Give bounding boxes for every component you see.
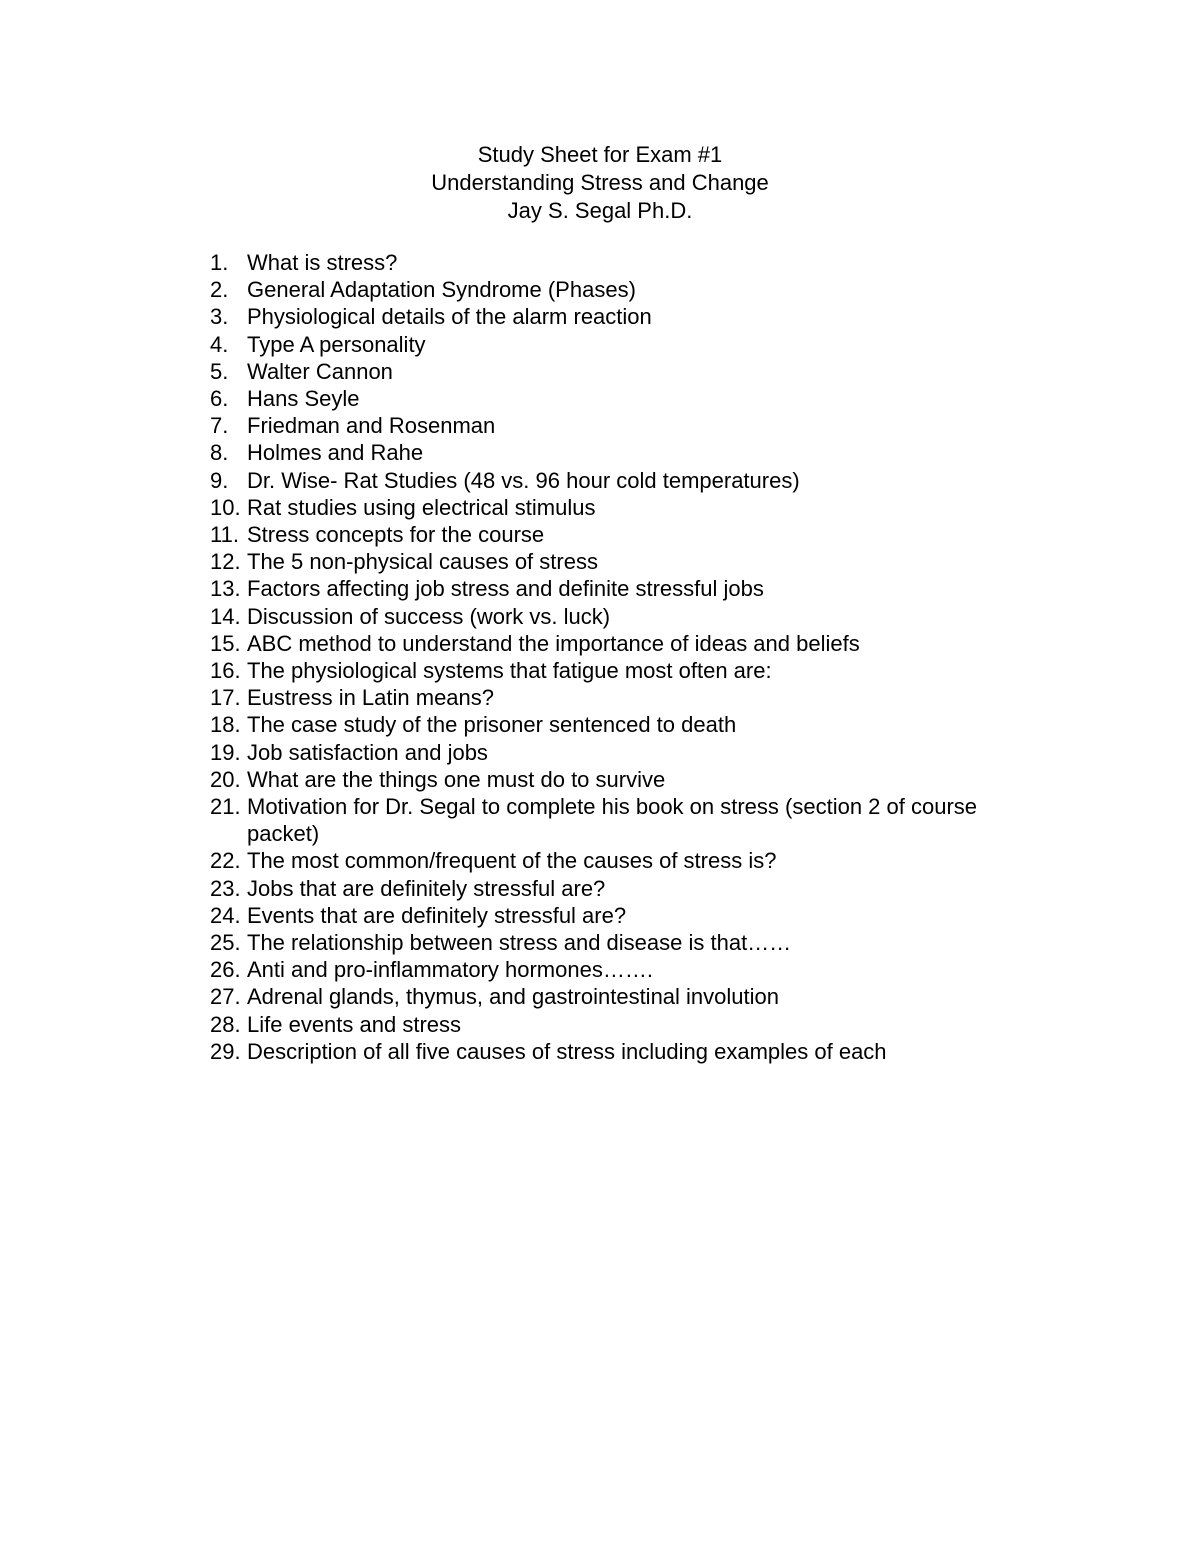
study-item [210,439,1040,466]
study-item-number: 10. [210,494,241,520]
study-item [210,847,1040,874]
study-item [210,521,1040,548]
study-item-number: 3. [210,304,229,330]
study-item-number: 29. [210,1038,241,1064]
study-item-text: Events that are definitely stressful are? [247,902,627,928]
study-item-number: 7. [210,413,229,439]
study-item-number: 24. [210,902,241,928]
study-item-text: Friedman and Rosenman [247,413,496,439]
study-item-text: ABC method to understand the importance of ideas and beliefs [247,630,860,656]
study-item-number: 11. [210,522,239,548]
study-item-text: Job satisfaction and jobs [247,739,488,765]
study-item-number: 18. [210,712,241,738]
document-author: Jay S. Segal Ph.D. [507,198,693,223]
study-item-text: What is stress? [247,250,398,275]
study-item [210,902,1040,929]
study-item-number: 22. [210,848,241,874]
study-item-text: Anti and pro-inflammatory hormones……. [247,957,653,983]
study-item [210,276,1040,303]
study-item-number: 2. [210,277,229,303]
study-item [210,467,1040,494]
document-title: Study Sheet for Exam #1 [477,142,723,167]
study-item [210,385,1040,412]
study-item-text: Hans Seyle [247,386,360,412]
study-items-list [210,249,1040,1065]
study-item-number: 19. [210,739,241,765]
study-item-text: The case study of the prisoner sentenced to death [247,712,737,738]
study-item-number: 1. [210,250,229,275]
study-item-number: 12. [210,549,241,575]
study-item-text: The physiological systems that fatigue most often are: [247,658,772,684]
study-item-number: 20. [210,766,241,792]
study-item-text: Motivation for Dr. Segal to complete his book on stress (section 2 of course packet) [247,794,978,847]
study-item-number: 17. [210,685,241,711]
study-item-number: 26. [210,957,241,983]
study-item-text: Physiological details of the alarm reaction [247,304,652,330]
study-item [210,548,1040,575]
document-subtitle: Understanding Stress and Change [431,170,769,195]
study-item [210,358,1040,385]
study-item-text: Dr. Wise- Rat Studies (48 vs. 96 hour cold temperatures) [247,467,800,493]
study-item-text: Eustress in Latin means? [247,685,495,711]
study-item-text: Walter Cannon [247,358,393,384]
study-item [210,575,1040,602]
study-item-text: Discussion of success (work vs. luck) [247,603,611,629]
study-item-text: Holmes and Rahe [247,440,424,466]
study-item-text: Stress concepts for the course [247,522,545,548]
study-item-number: 9. [210,467,229,493]
study-item [210,711,1040,738]
study-item-text: General Adaptation Syndrome (Phases) [247,277,636,303]
study-item [210,603,1040,630]
study-item-number: 23. [210,875,241,901]
study-item-text: What are the things one must do to survive [247,766,666,792]
study-item-number: 21. [210,794,241,820]
document-header [0,141,1200,225]
study-item-text: Factors affecting job stress and definite stressful jobs [247,576,764,602]
study-item-number: 25. [210,930,241,956]
study-item-text: Life events and stress [247,1011,462,1037]
study-item [210,983,1040,1010]
study-item [210,929,1040,956]
study-item [210,684,1040,711]
study-item [210,249,1040,276]
study-item-text: The most common/frequent of the causes of stress is? [247,848,777,874]
study-item-text: Jobs that are definitely stressful are? [247,875,606,901]
study-item-number: 13. [210,576,241,602]
study-item-text: The 5 non-physical causes of stress [247,549,598,575]
study-item-number: 4. [210,331,229,357]
study-item [210,412,1040,439]
study-item [210,331,1040,358]
study-item [210,793,1040,847]
study-item [210,875,1040,902]
study-item-number: 8. [210,440,229,466]
study-item-number: 15. [210,630,241,656]
study-item-text: Rat studies using electrical stimulus [247,494,596,520]
study-item-number: 14. [210,603,241,629]
study-item [210,494,1040,521]
study-item [210,1038,1040,1065]
study-item-number: 6. [210,386,229,412]
study-item-text: Description of all five causes of stress including examples of each [247,1038,887,1064]
study-item-text: The relationship between stress and disease is that…… [247,930,792,956]
study-item-number: 28. [210,1011,241,1037]
study-item [210,1011,1040,1038]
study-item-number: 27. [210,984,241,1010]
study-item [210,657,1040,684]
study-item [210,739,1040,766]
study-item [210,956,1040,983]
study-item-text: Adrenal glands, thymus, and gastrointestinal involution [247,984,779,1010]
study-item-text: Type A personality [247,331,426,357]
study-item [210,766,1040,793]
study-item-number: 5. [210,358,229,384]
study-item [210,630,1040,657]
study-item [210,303,1040,330]
study-item-number: 16. [210,658,241,684]
